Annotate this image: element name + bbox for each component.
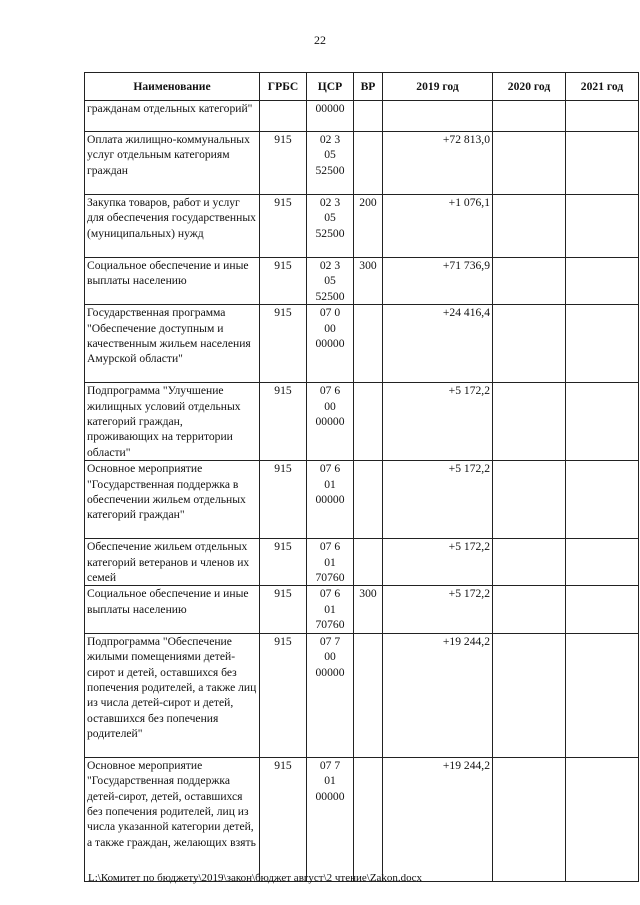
cell-name: гражданам отдельных категорий" <box>85 101 260 132</box>
cell-grbs: 915 <box>260 305 307 383</box>
cell-grbs: 915 <box>260 461 307 539</box>
cell-grbs: 915 <box>260 195 307 258</box>
cell-vr: 300 <box>354 258 383 305</box>
cell-2021 <box>566 305 639 383</box>
cell-2021 <box>566 586 639 633</box>
cell-grbs: 915 <box>260 539 307 586</box>
cell-vr <box>354 633 383 757</box>
cell-2019: +5 172,2 <box>383 586 493 633</box>
table-row <box>85 633 639 757</box>
cell-grbs <box>260 101 307 132</box>
cell-2021 <box>566 258 639 305</box>
cell-2019: +5 172,2 <box>383 539 493 586</box>
cell-2021 <box>566 101 639 132</box>
cell-vr <box>354 101 383 132</box>
cell-2021 <box>566 539 639 586</box>
cell-grbs: 915 <box>260 132 307 195</box>
cell-2021 <box>566 383 639 461</box>
cell-csr: 00000 <box>307 101 354 132</box>
cell-csr: 07 0 00 00000 <box>307 305 354 383</box>
cell-2021 <box>566 633 639 757</box>
table-row <box>85 132 639 195</box>
cell-name: Обеспечение жильем отдельных категорий ветеранов и членов их семей <box>85 539 260 586</box>
cell-2019: +19 244,2 <box>383 633 493 757</box>
cell-name: Закупка товаров, работ и услуг для обеспечения государственных (муниципальных) нужд <box>85 195 260 258</box>
header-grbs: ГРБС <box>260 73 307 101</box>
header-vr: ВР <box>354 73 383 101</box>
cell-csr: 07 6 01 00000 <box>307 461 354 539</box>
table-row <box>85 101 639 132</box>
cell-csr: 02 3 05 52500 <box>307 258 354 305</box>
cell-csr: 07 6 01 70760 <box>307 539 354 586</box>
header-csr: ЦСР <box>307 73 354 101</box>
cell-vr: 200 <box>354 195 383 258</box>
cell-2019: +1 076,1 <box>383 195 493 258</box>
cell-csr: 02 3 05 52500 <box>307 195 354 258</box>
cell-name: Основное мероприятие "Государственная поддержка в обеспечении жильем отдельных категорий граждан" <box>85 461 260 539</box>
cell-2020 <box>493 258 566 305</box>
table-row <box>85 383 639 461</box>
cell-2020 <box>493 586 566 633</box>
table-row <box>85 305 639 383</box>
cell-grbs: 915 <box>260 258 307 305</box>
cell-csr: 07 7 01 00000 <box>307 757 354 881</box>
cell-2020 <box>493 633 566 757</box>
cell-grbs: 915 <box>260 586 307 633</box>
cell-vr <box>354 461 383 539</box>
cell-csr: 07 6 01 70760 <box>307 586 354 633</box>
table-row <box>85 757 639 881</box>
cell-2019: +5 172,2 <box>383 383 493 461</box>
cell-2021 <box>566 757 639 881</box>
cell-grbs: 915 <box>260 757 307 881</box>
cell-2021 <box>566 132 639 195</box>
cell-2019: +24 416,4 <box>383 305 493 383</box>
cell-2020 <box>493 101 566 132</box>
cell-2020 <box>493 383 566 461</box>
cell-2020 <box>493 195 566 258</box>
table-header-row <box>85 73 639 101</box>
table-row <box>85 539 639 586</box>
cell-name: Социальное обеспечение и иные выплаты населению <box>85 258 260 305</box>
budget-table <box>84 72 639 882</box>
cell-2020 <box>493 305 566 383</box>
cell-vr <box>354 539 383 586</box>
cell-vr <box>354 383 383 461</box>
table-row <box>85 461 639 539</box>
cell-2019: +72 813,0 <box>383 132 493 195</box>
cell-name: Подпрограмма "Обеспечение жилыми помещениями детей-сирот и детей, оставшихся без попечения родителей, а также лиц из числа детей-сирот и детей, оставшихся без попечения родителей" <box>85 633 260 757</box>
header-2020: 2020 год <box>493 73 566 101</box>
cell-csr: 07 7 00 00000 <box>307 633 354 757</box>
cell-2019: +71 736,9 <box>383 258 493 305</box>
cell-2021 <box>566 461 639 539</box>
cell-2020 <box>493 132 566 195</box>
cell-name: Социальное обеспечение и иные выплаты населению <box>85 586 260 633</box>
cell-csr: 07 6 00 00000 <box>307 383 354 461</box>
table-row <box>85 258 639 305</box>
header-2019: 2019 год <box>383 73 493 101</box>
cell-vr <box>354 132 383 195</box>
cell-2019: +19 244,2 <box>383 757 493 881</box>
cell-grbs: 915 <box>260 633 307 757</box>
page-number: 22 <box>314 33 326 47</box>
cell-2020 <box>493 461 566 539</box>
cell-vr: 300 <box>354 586 383 633</box>
cell-2021 <box>566 195 639 258</box>
footer-file-path: L:\Комитет по бюджету\2019\закон\бюджет август\2 чтение\Zakon.docx <box>88 872 423 884</box>
header-name: Наименование <box>85 73 260 101</box>
cell-2019 <box>383 101 493 132</box>
cell-grbs: 915 <box>260 383 307 461</box>
cell-csr: 02 3 05 52500 <box>307 132 354 195</box>
table-row <box>85 586 639 633</box>
header-2021: 2021 год <box>566 73 639 101</box>
cell-name: Подпрограмма "Улучшение жилищных условий отдельных категорий граждан, проживающих на территории области" <box>85 383 260 461</box>
cell-2019: +5 172,2 <box>383 461 493 539</box>
cell-name: Государственная программа "Обеспечение доступным и качественным жильем населения Амурской области" <box>85 305 260 383</box>
table-row <box>85 195 639 258</box>
cell-2020 <box>493 757 566 881</box>
cell-vr <box>354 305 383 383</box>
cell-2020 <box>493 539 566 586</box>
cell-name: Основное мероприятие "Государственная поддержка детей-сирот, детей, оставшихся без попечения родителей, лиц из числа указанной категории детей, а также граждан, желающих взять <box>85 757 260 881</box>
cell-name: Оплата жилищно-коммунальных услуг отдельным категориям граждан <box>85 132 260 195</box>
cell-vr <box>354 757 383 881</box>
